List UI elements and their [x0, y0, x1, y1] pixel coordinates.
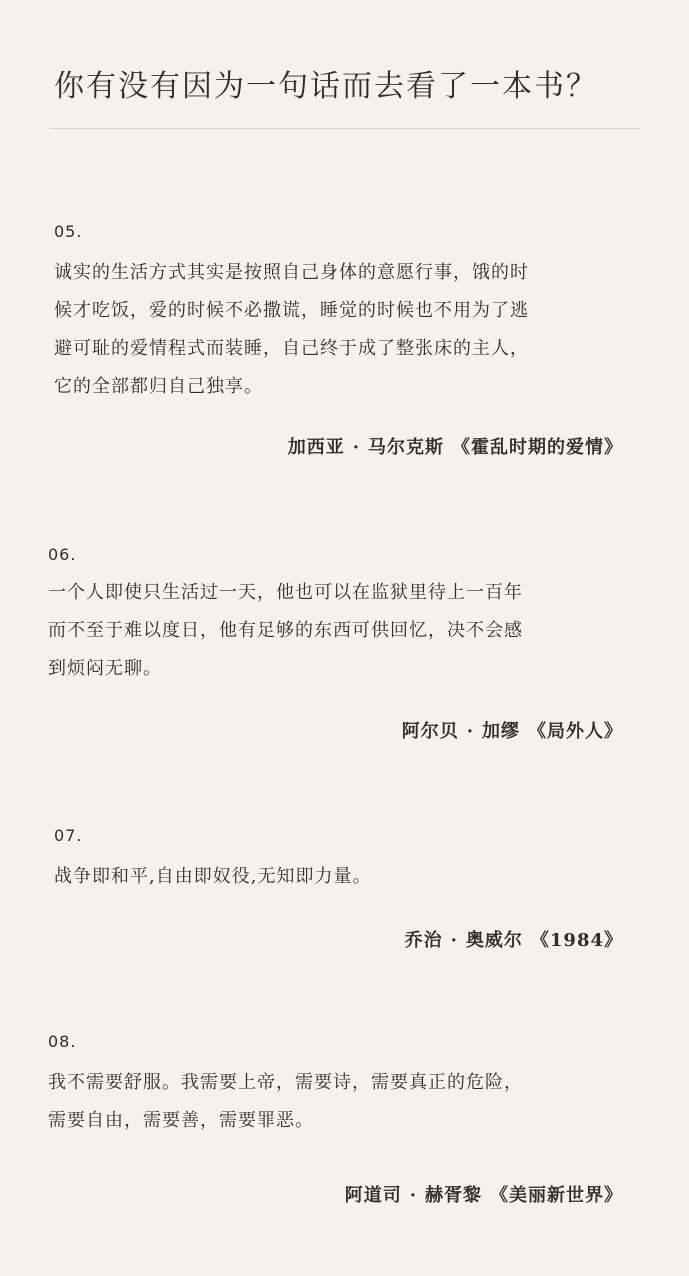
quote-line: 一个人即使只生活过一天，他也可以在监狱里待上一百年	[48, 582, 523, 603]
author-last-name: 马尔克斯	[368, 437, 444, 458]
quote-entry-07	[54, 826, 371, 896]
name-separator: ·	[352, 437, 360, 458]
book-title: 《美丽新世界》	[490, 1185, 623, 1206]
quote-entry-05	[54, 222, 529, 406]
author-first-name: 阿道司	[344, 1185, 402, 1206]
attribution-06	[402, 720, 623, 744]
quote-line: 诚实的生活方式其实是按照自己身体的意愿行事，饿的时	[54, 262, 529, 283]
author-last-name: 赫胥黎	[425, 1185, 482, 1206]
author-last-name: 奥威尔	[465, 930, 523, 951]
attribution-08	[345, 1184, 623, 1208]
quote-line: 避可耻的爱情程式而装睡，自己终于成了整张床的主人，	[54, 338, 529, 359]
page-title: 你有没有因为一句话而去看了一本书？	[54, 69, 598, 104]
name-separator: ·	[466, 721, 474, 742]
quote-line: 战争即和平,自由即奴役,无知即力量。	[54, 866, 372, 887]
book-title: 《霍乱时期的爱情》	[452, 437, 623, 458]
author-first-name: 乔治	[404, 930, 443, 951]
author-first-name: 加西亚	[287, 437, 345, 458]
quote-entry-08	[48, 1032, 523, 1140]
name-separator: ·	[450, 930, 458, 951]
quote-text	[48, 574, 523, 688]
attribution-07	[405, 929, 623, 953]
quote-line: 我不需要舒服。我需要上帝，需要诗，需要真正的危险，	[48, 1072, 523, 1093]
quote-entry-06	[48, 545, 523, 688]
attribution-05	[288, 436, 623, 460]
book-title: 《1984》	[530, 930, 623, 951]
quote-text	[54, 858, 371, 896]
author-first-name: 阿尔贝	[401, 721, 459, 742]
entry-number: 08.	[48, 1032, 77, 1051]
quote-line: 而不至于难以度日，他有足够的东西可供回忆，决不会感	[48, 620, 523, 641]
book-title: 《局外人》	[528, 721, 623, 742]
quote-text	[48, 1064, 523, 1140]
quote-text	[54, 254, 529, 406]
name-separator: ·	[409, 1185, 417, 1206]
quote-line: 它的全部都归自己独享。	[54, 376, 263, 397]
entry-number: 05.	[54, 222, 83, 241]
entry-number: 07.	[54, 826, 83, 845]
entry-number: 06.	[48, 545, 77, 564]
title-divider	[50, 128, 640, 129]
quote-line: 候才吃饭，爱的时候不必撒谎，睡觉的时候也不用为了逃	[54, 300, 529, 321]
quote-line: 需要自由，需要善，需要罪恶。	[48, 1110, 314, 1131]
quote-line: 到烦闷无聊。	[48, 658, 162, 679]
author-last-name: 加缪	[482, 721, 520, 742]
